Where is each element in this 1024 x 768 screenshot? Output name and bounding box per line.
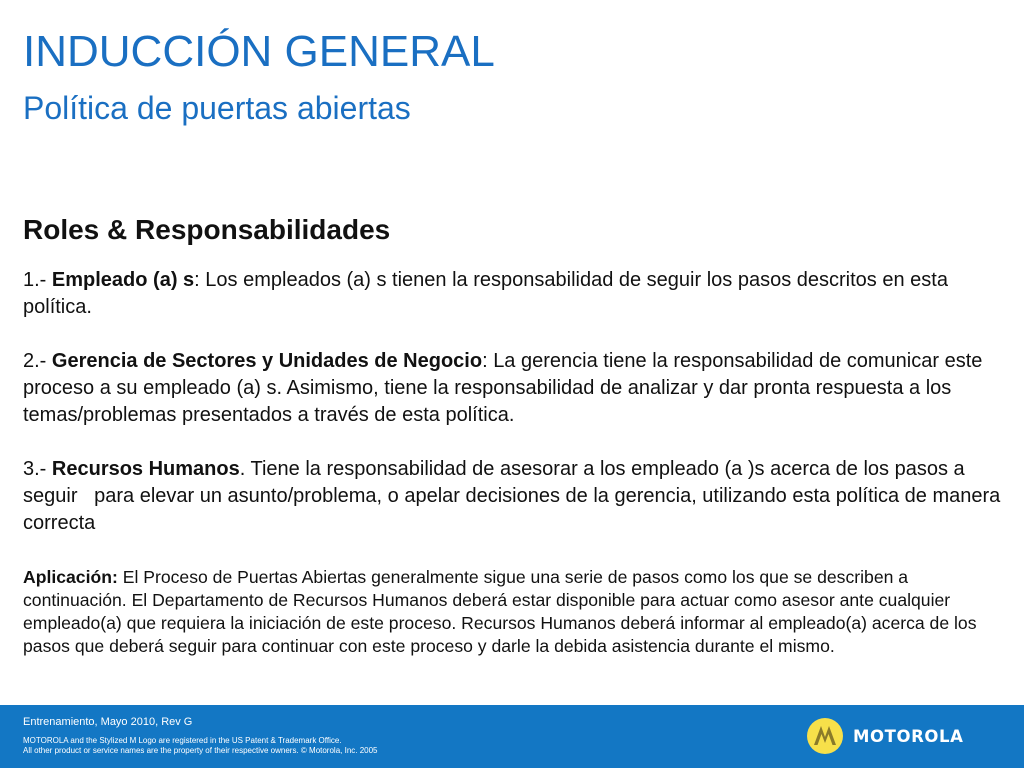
footer-legal-notice [23, 736, 378, 756]
slide-title: INDUCCIÓN GENERAL [23, 27, 495, 76]
application-paragraph [23, 566, 1013, 658]
legal-line-2: All other product or service names are the property of their respective owners. © Motorola, Inc. 2005 [23, 746, 378, 755]
role-description: Los empleados (a) s tienen la responsabilidad de seguir los pasos descritos en esta política. [23, 269, 948, 318]
brand-logo [806, 717, 964, 755]
role-separator: . [239, 458, 251, 480]
role-item-gerencia [23, 348, 1013, 429]
role-description: La gerencia tiene la responsabilidad de comunicar este proceso a su empleado (a) s. Asimismo, tiene la responsabilidad de analizar y dar pronta respuesta a los temas/problemas presentados a través de esta política. [23, 350, 983, 426]
role-description: Tiene la responsabilidad de asesorar a los empleado (a )s acerca de los pasos a seguir para elevar un asunto/problema, o apelar decisiones de la gerencia, utilizando esta política de manera correcta [23, 458, 1006, 534]
role-separator: : [194, 269, 206, 291]
role-name: Recursos Humanos [51, 458, 240, 480]
slide-subtitle: Política de puertas abiertas [23, 90, 411, 126]
brand-name: MOTOROLA [853, 726, 964, 746]
legal-line-1: MOTOROLA and the Stylized M Logo are registered in the US Patent & Trademark Office. [23, 736, 342, 745]
role-item-empleado [23, 267, 1013, 321]
role-separator: : [482, 350, 494, 372]
application-label: Aplicación: [23, 567, 118, 587]
footer-date: Entrenamiento, Mayo 2010, Rev G [23, 716, 193, 728]
role-name: Gerencia de Sectores y Unidades de Negocio [51, 350, 483, 372]
role-number: 1.- [23, 269, 52, 291]
footer-bar [0, 705, 1024, 768]
role-number: 3.- [23, 458, 52, 480]
application-text: El Proceso de Puertas Abiertas generalmente sigue una serie de pasos como los que se describen a continuación. El Departamento de Recursos Humanos deberá estar disponible para actuar como asesor ante cualquier empleado(a) que requiera la iniciación de este proceso. Recursos Humanos deberá informar al empleado(a) acerca de los pasos que deberá seguir para continuar con este proceso y darle la debida asistencia durante el mismo. [23, 567, 977, 656]
section-heading: Roles & Responsabilidades [23, 214, 391, 245]
role-name: Empleado (a) s [51, 269, 195, 291]
role-item-recursos-humanos [23, 456, 1013, 537]
logo-circle [807, 718, 843, 754]
role-number: 2.- [23, 350, 52, 372]
roles-list [23, 267, 1013, 537]
motorola-m-logo-icon [806, 717, 844, 755]
